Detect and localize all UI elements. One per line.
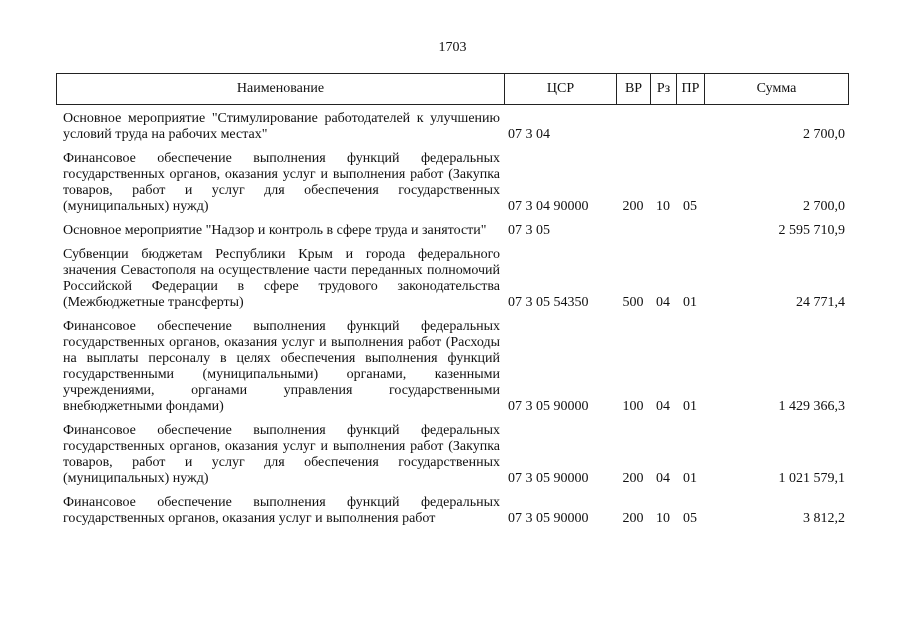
row-pr: 05	[683, 511, 697, 526]
row-name: Финансовое обеспечение выполнения функций федеральных государственных органов, оказания услуг и выполнения работ (Расходы на выплаты персоналу в целях обеспечения выполнения функций государственными (муниципальными) органами, казенными учреждениями, органами управления государственными внебюджетными фондами)	[63, 319, 500, 414]
table-row	[56, 151, 849, 215]
row-sum: 2 595 710,9	[778, 223, 845, 238]
row-name: Основное мероприятие "Стимулирование работодателей к улучшению условий труда на рабочих местах"	[63, 111, 500, 142]
row-pr: 01	[683, 471, 697, 486]
row-sum: 2 700,0	[803, 199, 845, 214]
row-name: Финансовое обеспечение выполнения функций федеральных государственных органов, оказания услуг и выполнения работ (Закупка товаров, работ и услуг для обеспечения государственных (муниципальных) нужд)	[63, 423, 500, 486]
row-rz: 04	[656, 295, 670, 310]
row-name: Основное мероприятие "Надзор и контроль в сфере труда и занятости"	[63, 223, 487, 238]
table-header	[56, 73, 849, 105]
row-csr: 07 3 05 54350	[508, 295, 589, 310]
table-row	[56, 223, 849, 239]
row-sum: 3 812,2	[803, 511, 845, 526]
header-rz: Рз	[651, 74, 677, 104]
row-csr: 07 3 04	[508, 127, 550, 142]
row-csr: 07 3 04 90000	[508, 199, 589, 214]
row-pr: 01	[683, 295, 697, 310]
header-pr: ПР	[677, 74, 705, 104]
row-rz: 04	[656, 399, 670, 414]
table-row	[56, 423, 849, 487]
row-csr: 07 3 05	[508, 223, 550, 238]
row-vr: 100	[622, 399, 644, 414]
page-number: 1703	[438, 40, 467, 55]
header-name: Наименование	[57, 74, 505, 104]
table-row	[56, 495, 849, 527]
table-row	[56, 319, 849, 415]
row-sum: 24 771,4	[796, 295, 845, 310]
header-vr: ВР	[617, 74, 651, 104]
row-vr: 200	[622, 199, 644, 214]
row-csr: 07 3 05 90000	[508, 471, 589, 486]
row-csr: 07 3 05 90000	[508, 399, 589, 414]
table-row	[56, 247, 849, 311]
row-vr: 500	[622, 295, 644, 310]
row-name: Финансовое обеспечение выполнения функций федеральных государственных органов, оказания услуг и выполнения работ	[63, 495, 500, 526]
table-row	[56, 111, 849, 143]
row-sum: 1 429 366,3	[778, 399, 845, 414]
row-rz: 10	[656, 511, 670, 526]
header-sum: Сумма	[756, 81, 797, 96]
row-name: Субвенции бюджетам Республики Крым и города федерального значения Севастополя на осуществление части переданных полномочий Российской Федерации в сфере трудового законодательства (Межбюджетные трансферты)	[63, 247, 500, 310]
row-vr: 200	[622, 511, 644, 526]
row-csr: 07 3 05 90000	[508, 511, 589, 526]
row-rz: 04	[656, 471, 670, 486]
row-vr: 200	[622, 471, 644, 486]
row-pr: 05	[683, 199, 697, 214]
header-csr: ЦСР	[505, 74, 617, 104]
row-pr: 01	[683, 399, 697, 414]
row-name: Финансовое обеспечение выполнения функций федеральных государственных органов, оказания услуг и выполнения работ (Закупка товаров, работ и услуг для обеспечения государственных (муниципальных) нужд)	[63, 151, 500, 214]
row-sum: 1 021 579,1	[778, 471, 845, 486]
table-body	[56, 111, 849, 527]
row-rz: 10	[656, 199, 670, 214]
row-sum: 2 700,0	[803, 127, 845, 142]
